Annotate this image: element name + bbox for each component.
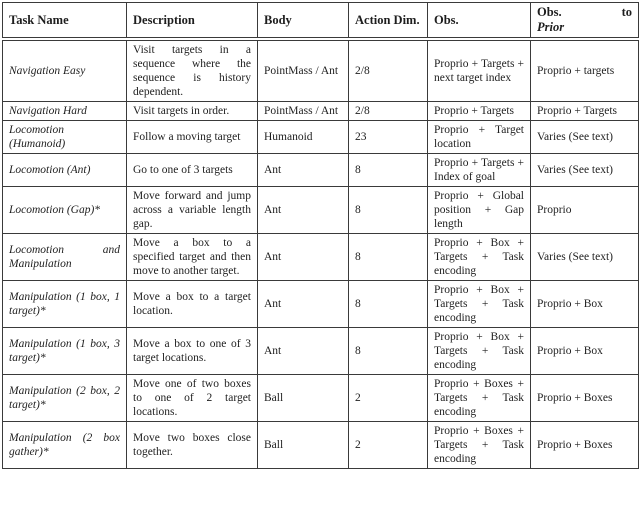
table-row: [3, 328, 639, 375]
obs-to-prior-cell: Varies (See text): [531, 234, 639, 281]
obs-word: Obs.: [537, 5, 562, 19]
description-cell: Visit targets in order.: [127, 102, 258, 121]
tasks-table: [2, 2, 639, 469]
body-cell: Ant: [258, 187, 349, 234]
task-name-cell: Locomotion (Humanoid): [3, 121, 127, 154]
prior-word: Prior: [537, 20, 565, 34]
description-cell: Follow a moving target: [127, 121, 258, 154]
obs-to-prior-cell: Proprio + Targets: [531, 102, 639, 121]
description-cell: Move forward and jump across a variable length gap.: [127, 187, 258, 234]
col-header-body: Body: [258, 3, 349, 40]
body-cell: Humanoid: [258, 121, 349, 154]
obs-to-prior-cell: Varies (See text): [531, 154, 639, 187]
obs-cell: Proprio + Boxes + Targets + Task encoding: [428, 422, 531, 469]
description-cell: Go to one of 3 targets: [127, 154, 258, 187]
table-row: [3, 187, 639, 234]
table-row: [3, 234, 639, 281]
obs-cell: Proprio + Targets + next target index: [428, 39, 531, 102]
table-row: [3, 102, 639, 121]
description-cell: Move two boxes close together.: [127, 422, 258, 469]
obs-to-prior-cell: Proprio + Box: [531, 281, 639, 328]
action-dim-cell: 8: [349, 234, 428, 281]
table-row: [3, 121, 639, 154]
obs-cell: Proprio + Box + Targets + Task encoding: [428, 281, 531, 328]
action-dim-cell: 8: [349, 187, 428, 234]
task-name-cell: Locomotion (Ant): [3, 154, 127, 187]
action-dim-cell: 2/8: [349, 39, 428, 102]
table-header: [3, 3, 639, 40]
table-row: [3, 39, 639, 102]
description-cell: Move a box to one of 3 target locations.: [127, 328, 258, 375]
body-cell: Ball: [258, 375, 349, 422]
task-name-cell: Navigation Easy: [3, 39, 127, 102]
action-dim-cell: 8: [349, 154, 428, 187]
table-row: [3, 422, 639, 469]
col-header-obs-to-prior: [531, 3, 639, 40]
obs-to-prior-cell: Proprio + Boxes: [531, 422, 639, 469]
body-cell: Ball: [258, 422, 349, 469]
body-cell: Ant: [258, 234, 349, 281]
col-header-obs: Obs.: [428, 3, 531, 40]
action-dim-cell: 2: [349, 375, 428, 422]
obs-cell: Proprio + Box + Targets + Task encoding: [428, 328, 531, 375]
description-cell: Move a box to a target location.: [127, 281, 258, 328]
table-row: [3, 281, 639, 328]
obs-to-prior-cell: Proprio + Boxes: [531, 375, 639, 422]
body-cell: Ant: [258, 328, 349, 375]
col-header-description: Description: [127, 3, 258, 40]
task-name-cell: Locomotion and Manipulation: [3, 234, 127, 281]
obs-cell: Proprio + Global position + Gap length: [428, 187, 531, 234]
obs-cell: Proprio + Box + Targets + Task encoding: [428, 234, 531, 281]
task-name-cell: Manipulation (1 box, 3 target)*: [3, 328, 127, 375]
table-row: [3, 375, 639, 422]
body-cell: PointMass / Ant: [258, 39, 349, 102]
header-row: [3, 3, 639, 40]
description-cell: Move one of two boxes to one of 2 target locations.: [127, 375, 258, 422]
action-dim-cell: 8: [349, 328, 428, 375]
action-dim-cell: 2: [349, 422, 428, 469]
obs-to-prior-cell: Proprio + Box: [531, 328, 639, 375]
action-dim-cell: 8: [349, 281, 428, 328]
obs-cell: Proprio + Targets + Index of goal: [428, 154, 531, 187]
task-name-cell: Locomotion (Gap)*: [3, 187, 127, 234]
obs-cell: Proprio + Targets: [428, 102, 531, 121]
obs-cell: Proprio + Target location: [428, 121, 531, 154]
table-row: [3, 154, 639, 187]
obs-to-prior-cell: Proprio: [531, 187, 639, 234]
obs-cell: Proprio + Boxes + Targets + Task encoding: [428, 375, 531, 422]
description-cell: Visit targets in a sequence where the sequence is history dependent.: [127, 39, 258, 102]
obs-to-line: [537, 5, 632, 20]
action-dim-cell: 23: [349, 121, 428, 154]
body-cell: PointMass / Ant: [258, 102, 349, 121]
task-name-cell: Manipulation (2 box gather)*: [3, 422, 127, 469]
task-name-cell: Manipulation (2 box, 2 target)*: [3, 375, 127, 422]
col-header-task-name: Task Name: [3, 3, 127, 40]
body-cell: Ant: [258, 281, 349, 328]
col-header-action-dim: Action Dim.: [349, 3, 428, 40]
obs-to-prior-cell: Varies (See text): [531, 121, 639, 154]
table-body: [3, 39, 639, 469]
obs-to-prior-cell: Proprio + targets: [531, 39, 639, 102]
action-dim-cell: 2/8: [349, 102, 428, 121]
to-word: to: [621, 5, 632, 19]
description-cell: Move a box to a specified target and then move to another target.: [127, 234, 258, 281]
task-name-cell: Manipulation (1 box, 1 target)*: [3, 281, 127, 328]
task-name-cell: Navigation Hard: [3, 102, 127, 121]
body-cell: Ant: [258, 154, 349, 187]
